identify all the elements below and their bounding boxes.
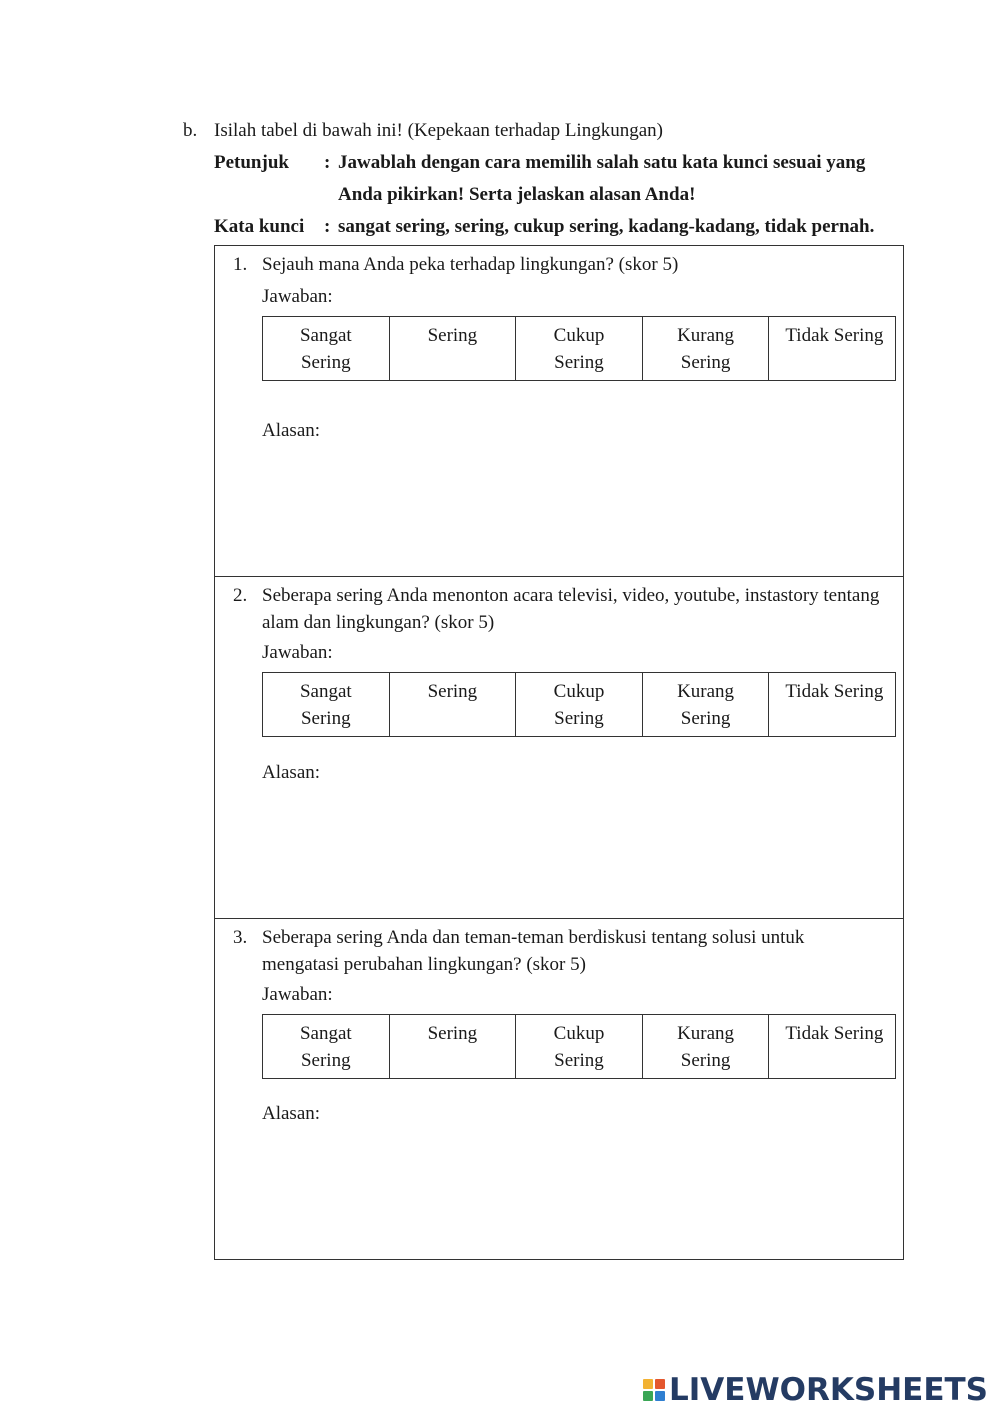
petunjuk-colon: : [324,152,331,173]
option-sering[interactable]: Sering [389,1015,516,1079]
question-box-3 [214,918,904,1260]
jawaban-label: Jawaban: [262,984,333,1005]
question-box-2 [214,576,904,919]
question-number: 1. [233,254,248,275]
logo-cell [643,1379,653,1389]
petunjuk-text-line1: Jawablah dengan cara memilih salah satu kata kunci sesuai yang [338,152,866,173]
question-number: 2. [233,585,248,606]
option-tidak-sering[interactable]: Tidak Sering [769,673,896,737]
answer-options-table [262,1014,896,1079]
alasan-label: Alasan: [262,762,321,783]
logo-cell [655,1391,665,1401]
question-box-1 [214,245,904,577]
answer-options-table [262,672,896,737]
option-sangat-sering[interactable]: Sangat Sering [263,1015,390,1079]
logo-cell [643,1391,653,1401]
option-sangat-sering[interactable]: Sangat Sering [263,317,390,381]
option-sering[interactable]: Sering [389,317,516,381]
option-cukup-sering[interactable]: Cukup Sering [516,317,643,381]
heading-text: Isilah tabel di bawah ini! (Kepekaan terhadap Lingkungan) [214,120,663,141]
option-kurang-sering[interactable]: Kurang Sering [642,317,769,381]
question-text: Seberapa sering Anda menonton acara televisi, video, youtube, instastory tentang alam dan lingkungan? (skor 5) [262,585,880,633]
question-number: 3. [233,927,248,948]
kata-kunci-text: sangat sering, sering, cukup sering, kadang-kadang, tidak pernah. [338,216,875,237]
petunjuk-label: Petunjuk [214,152,289,173]
answer-options-table [262,316,896,381]
logo-text: LIVEWORKSHEETS [669,1372,988,1408]
option-tidak-sering[interactable]: Tidak Sering [769,317,896,381]
alasan-label: Alasan: [262,1103,321,1124]
heading-marker: b. [183,120,198,141]
option-tidak-sering[interactable]: Tidak Sering [769,1015,896,1079]
kata-kunci-colon: : [324,216,331,237]
liveworksheets-logo[interactable] [643,1372,988,1408]
kata-kunci-label: Kata kunci [214,216,305,237]
option-kurang-sering[interactable]: Kurang Sering [642,673,769,737]
jawaban-label: Jawaban: [262,642,333,663]
option-sangat-sering[interactable]: Sangat Sering [263,673,390,737]
option-cukup-sering[interactable]: Cukup Sering [516,1015,643,1079]
liveworksheets-logo-icon [643,1379,665,1401]
petunjuk-text-line2: Anda pikirkan! Serta jelaskan alasan Anda! [338,184,696,205]
question-text: Seberapa sering Anda dan teman-teman berdiskusi tentang solusi untuk mengatasi perubahan lingkungan? (skor 5) [262,927,805,975]
alasan-label: Alasan: [262,420,321,441]
logo-cell [655,1379,665,1389]
option-sering[interactable]: Sering [389,673,516,737]
option-kurang-sering[interactable]: Kurang Sering [642,1015,769,1079]
jawaban-label: Jawaban: [262,286,333,307]
option-cukup-sering[interactable]: Cukup Sering [516,673,643,737]
question-text: Sejauh mana Anda peka terhadap lingkungan? (skor 5) [262,254,679,275]
